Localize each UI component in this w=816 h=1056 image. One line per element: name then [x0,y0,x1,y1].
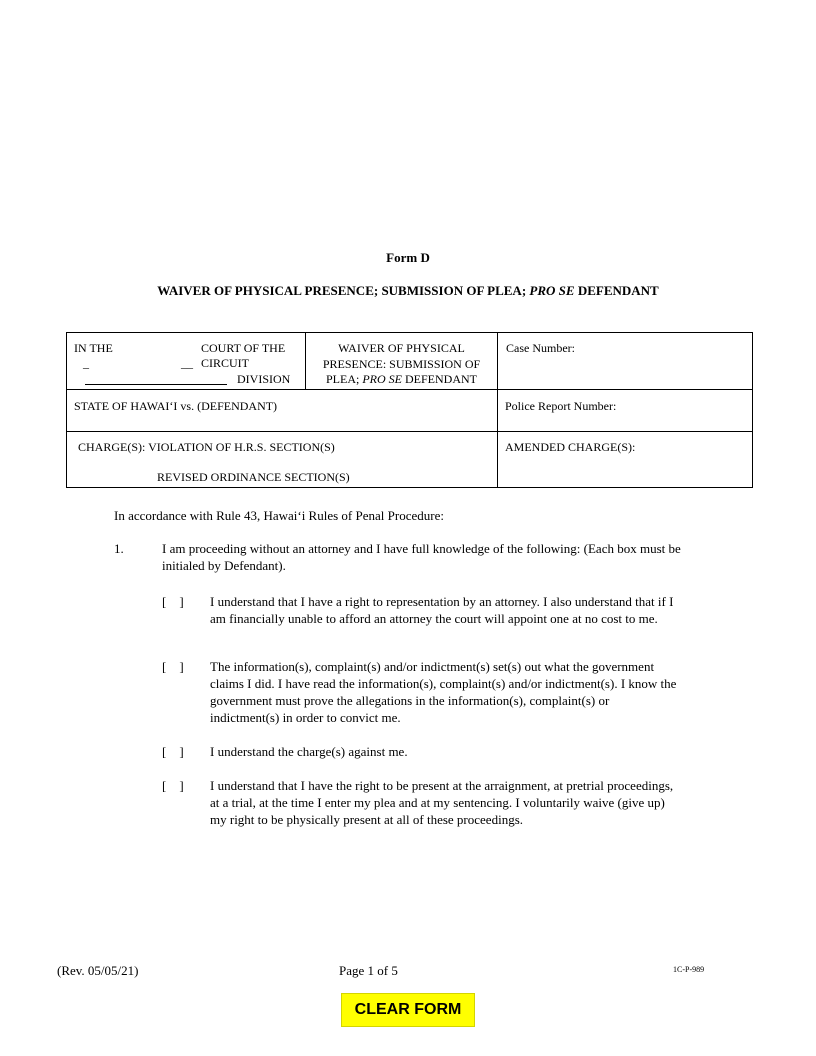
waiver-text: DEFENDANT [402,372,477,386]
page-number: Page 1 of 5 [339,963,398,978]
form-code: 1C-P-989 [673,965,705,974]
check-item-text: The information(s), complaint(s) and/or indictment(s) set(s) out what the government claims I did. I have read the information(s), complaint(s) and/or indictment(s). I know the government must prove the allegations in the information(s), complaint(s) or indictment(s) in order to convict me. [210,659,677,725]
item-text: I am proceeding without an attorney and I have full knowledge of the following: (Each box must be initialed by Defendant). [162,541,681,573]
defendant-cell[interactable] [67,390,498,432]
circuit-label: CIRCUIT [201,356,249,370]
amended-charges-cell[interactable] [498,432,753,488]
check-item-text: I understand the charge(s) against me. [210,744,408,759]
check-item-text: I understand that I have the right to be present at the arraignment, at pretrial proceedings, at a trial, at the time I enter my plea and at my sentencing. I voluntarily waive (give up) my right to be physically present at all of these proceedings. [210,778,674,827]
court-of-the-label: COURT OF THE [201,341,286,355]
clear-form-button[interactable]: CLEAR FORM [341,993,475,1027]
division-blank[interactable] [85,384,227,385]
state-vs-defendant-label: STATE OF HAWAI‘I vs. (DEFENDANT) [74,399,278,413]
charges-hrs-label: CHARGE(S): VIOLATION OF H.R.S. SECTION(S) [78,440,335,454]
waiver-title-line: WAIVER OF PHYSICAL [338,341,465,355]
initial-checkbox[interactable]: [ ] [162,659,184,674]
in-the-label: IN THE [74,341,113,355]
police-report-cell[interactable] [498,390,753,432]
circuit-blank: _ [83,356,89,370]
initial-checkbox[interactable]: [ ] [162,744,184,759]
initial-checkbox[interactable]: [ ] [162,778,184,793]
case-number-label: Case Number: [506,341,575,355]
case-number-cell[interactable] [498,333,753,390]
division-label: DIVISION [237,372,291,386]
revision-date: (Rev. 05/05/21) [57,963,139,978]
case-caption-table [66,332,753,488]
waiver-text: PLEA; [326,372,363,386]
item-number: 1. [114,541,124,556]
check-item-text: I understand that I have a right to representation by an attorney. I also understand that if I am financially unable to afford an attorney the court will appoint one at no cost to me. [210,594,674,626]
charges-ordinance-label: REVISED ORDINANCE SECTION(S) [157,470,350,484]
amended-charges-label: AMENDED CHARGE(S): [505,440,636,454]
intro-paragraph: In accordance with Rule 43, Hawai‘i Rules of Penal Procedure: [114,508,444,523]
circuit-blank: __ [181,356,193,370]
form-title [0,283,816,299]
waiver-title-cell [306,333,498,390]
charges-cell[interactable] [67,432,498,488]
form-label: Form D [386,250,430,265]
police-report-label: Police Report Number: [505,399,617,413]
waiver-italic: PRO SE [362,372,402,386]
court-cell[interactable] [67,333,306,390]
title-part: WAIVER OF PHYSICAL PRESENCE; SUBMISSION OF PLEA; [157,283,530,298]
title-italic: PRO SE [529,283,575,298]
title-part: DEFENDANT [574,283,659,298]
initial-checkbox[interactable]: [ ] [162,594,184,609]
waiver-title-line [306,372,497,388]
waiver-title-line: PRESENCE: SUBMISSION OF [322,356,481,371]
